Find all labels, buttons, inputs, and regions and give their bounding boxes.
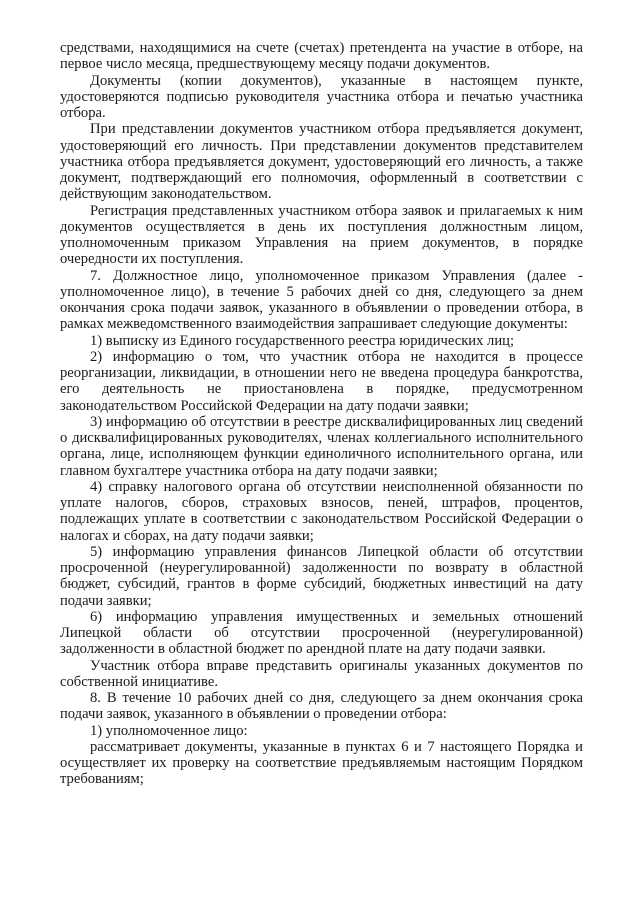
document-body (60, 40, 583, 788)
paragraph-originals: Участник отбора вправе представить оригиналы указанных документов по собственной инициативе. (60, 657, 583, 690)
paragraph-identity-document: При представлении документов участником отбора предъявляется документ, удостоверяющий его личность. При представлении документов представителем участника отбора предъявляется документ, удостоверяющий его личность, а также документ, подтверждающий его полномочия, оформленный в соответствии с действующим законодательством. (60, 121, 583, 203)
paragraph-item-7-6: 6) информацию управления имущественных и земельных отношений Липецкой области об отсутствии просроченной (неурегулированной) задолженности в областной бюджет по арендной плате на дату подачи заявки. (60, 608, 583, 658)
paragraph-review-documents: рассматривает документы, указанные в пунктах 6 и 7 настоящего Порядка и осуществляет их проверку на соответствие предъявляемым настоящим Порядком требованиям; (60, 738, 583, 788)
paragraph-item-8-1: 1) уполномоченное лицо: (90, 722, 248, 739)
paragraph-item-7-1: 1) выписку из Единого государственного реестра юридических лиц; (90, 332, 515, 349)
paragraph-item-7: 7. Должностное лицо, уполномоченное приказом Управления (далее - уполномоченное лицо), в течение 5 рабочих дней со дня, следующего за днем окончания срока подачи заявок, указанного в объявлении о проведении отбора, в рамках межведомственного взаимодействия запрашивает следующие документы: (60, 267, 583, 333)
paragraph-item-7-3: 3) информацию об отсутствии в реестре дисквалифицированных лиц сведений о дисквалифицированных руководителях, членах коллегиального исполнительного органа, лице, исполняющем функции единоличного исполнительного органа, или главном бухгалтере участника отбора на дату подачи заявки; (60, 413, 583, 479)
paragraph-item-7-5: 5) информацию управления финансов Липецкой области об отсутствии просроченной (неурегулированной) задолженности по возврату в областной бюджет, субсидий, грантов в форме субсидий, бюджетных инвестиций на дату подачи заявки; (60, 543, 583, 609)
paragraph-item-7-4: 4) справку налогового органа об отсутствии неисполненной обязанности по уплате налогов, сборов, страховых взносов, пеней, штрафов, процентов, подлежащих уплате в соответствии с законодательством Российской Федерации о налогах и сборах, на дату подачи заявки; (60, 478, 583, 544)
paragraph-documents-certified: Документы (копии документов), указанные в настоящем пункте, удостоверяются подписью руководителя участника отбора и печатью участника отбора. (60, 72, 583, 121)
paragraph-item-7-2: 2) информацию о том, что участник отбора не находится в процессе реорганизации, ликвидации, в отношении него не введена процедура банкротства, его деятельность не приостановлена в порядке, предусмотренном законодательством Российской Федерации на дату подачи заявки; (60, 348, 583, 414)
paragraph-funds-continuation: средствами, находящимися на счете (счетах) претендента на участие в отборе, на первое число месяца, предшествующему месяцу подачи документов. (60, 40, 583, 73)
paragraph-item-8: 8. В течение 10 рабочих дней со дня, следующего за днем окончания срока подачи заявок, указанного в объявлении о проведении отбора: (60, 690, 583, 723)
paragraph-registration: Регистрация представленных участником отбора заявок и прилагаемых к ним документов осуществляется в день их поступления должностным лицом, уполномоченным приказом Управления на прием документов, в порядке очередности их поступления. (60, 202, 583, 268)
